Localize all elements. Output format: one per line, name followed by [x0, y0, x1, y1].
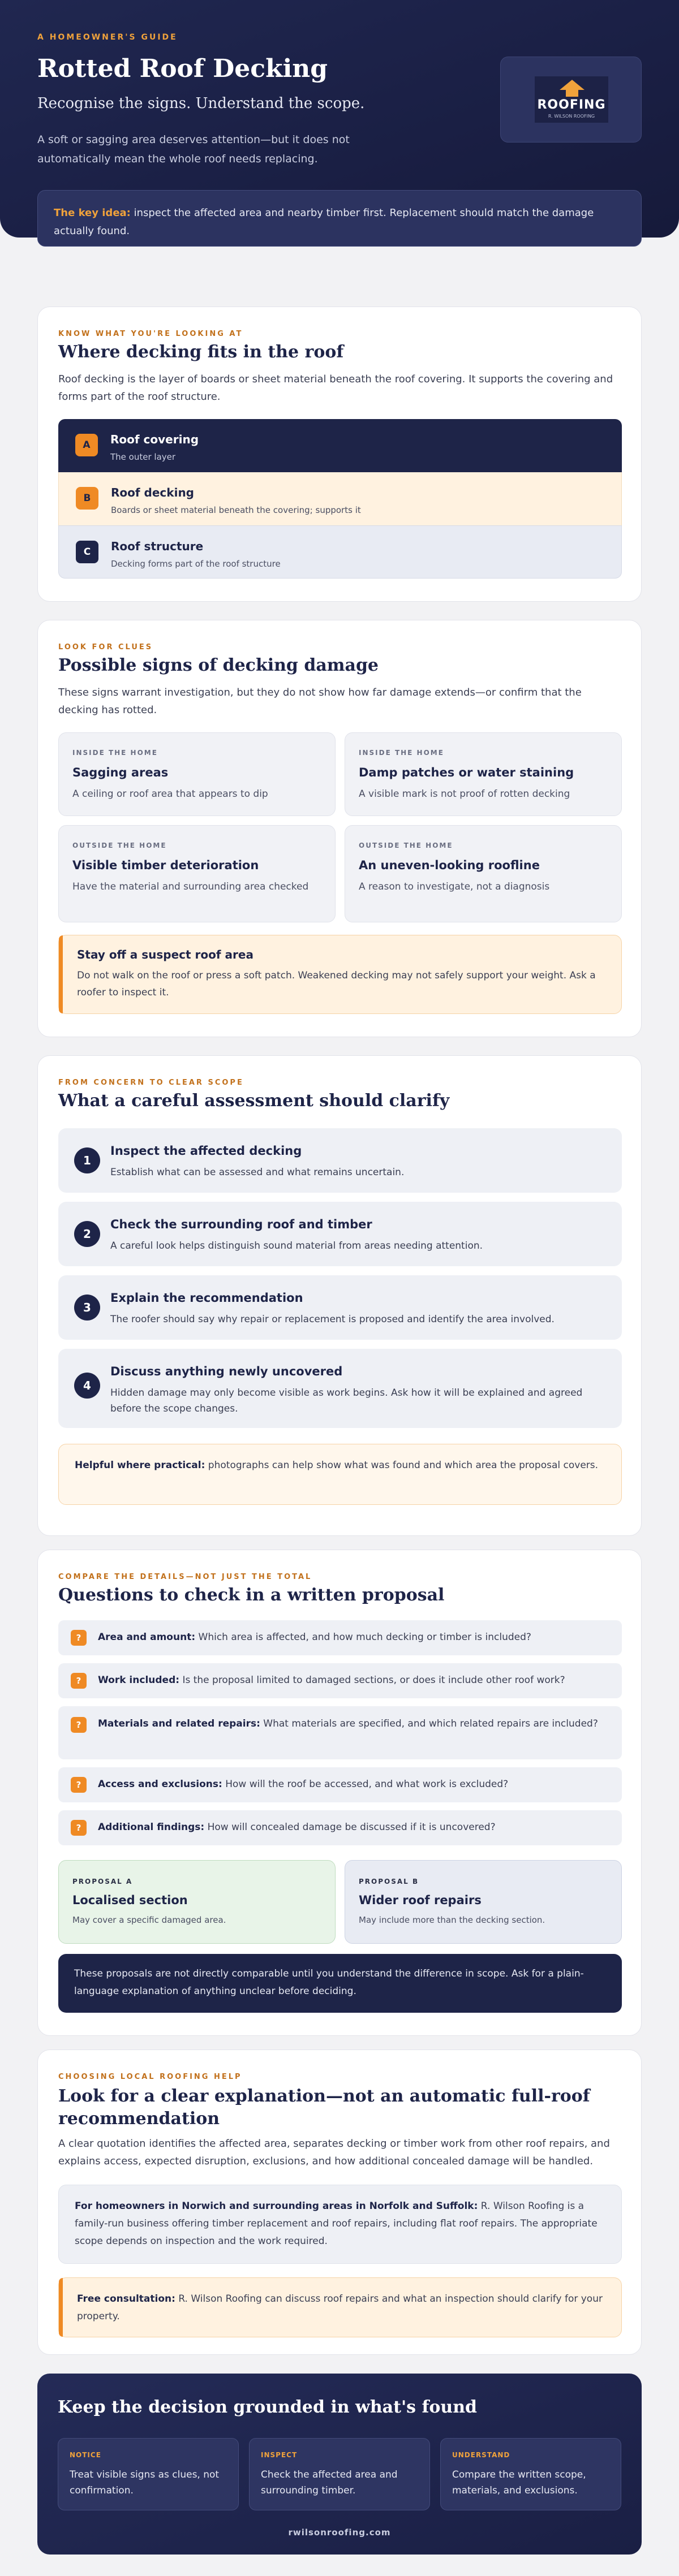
sign-desc: Have the material and surrounding area checked	[72, 881, 309, 892]
safety-warning	[58, 935, 622, 1014]
sign-title: An uneven-looking roofline	[359, 858, 540, 872]
section-lede: Roof decking is the layer of boards or sheet material beneath the roof covering. It supports the covering and forms part of the roof structure.	[58, 373, 613, 403]
question-body: Is the proposal limited to damaged sections, or does it include other roof work?	[179, 1675, 565, 1686]
page-title: Rotted Roof Decking	[37, 54, 328, 83]
question-text	[98, 1672, 607, 1689]
section-eyebrow: COMPARE THE DETAILS—NOT JUST THE TOTAL	[58, 1573, 312, 1581]
assessment-step	[58, 1128, 622, 1193]
layer-roof-covering	[58, 419, 622, 472]
section-eyebrow: KNOW WHAT YOU'RE LOOKING AT	[58, 330, 243, 338]
damage-signs-section	[37, 620, 642, 1037]
question-icon: ?	[71, 1673, 87, 1689]
assessment-section	[37, 1055, 642, 1536]
question-text	[98, 1629, 607, 1646]
logo-tagline: R. WILSON ROOFING	[548, 114, 595, 119]
layer-badge: A	[75, 434, 98, 456]
step-number: 4	[74, 1373, 100, 1399]
step-number: 2	[74, 1221, 100, 1247]
question-label: Area and amount:	[98, 1632, 196, 1643]
question-body: How will concealed damage be discussed if it is uncovered?	[204, 1822, 496, 1833]
layer-roof-structure	[58, 525, 622, 579]
proposal-b-card	[345, 1860, 622, 1944]
layer-desc: Decking forms part of the roof structure	[111, 559, 281, 569]
tip-label: Helpful where practical:	[75, 1460, 205, 1471]
sign-desc: A ceiling or roof area that appears to dip	[72, 788, 268, 800]
layer-desc: The outer layer	[110, 452, 176, 462]
step-number: 1	[74, 1147, 100, 1173]
step-desc: Establish what can be assessed and what remains uncertain.	[110, 1167, 405, 1178]
step-desc: A careful look helps distinguish sound material from areas needing attention.	[110, 1240, 483, 1252]
layer-badge: B	[76, 487, 98, 510]
section-title: Questions to check in a written proposal	[58, 1585, 445, 1605]
consultation-text	[77, 2290, 603, 2325]
sign-title: Damp patches or water staining	[359, 766, 574, 779]
tile-text: Check the affected area and surrounding timber.	[261, 2469, 398, 2496]
consultation-label: Free consultation:	[77, 2293, 175, 2305]
tile-kicker: INSPECT	[261, 2451, 298, 2459]
step-desc: Hidden damage may only become visible as work begins. Ask how it will be explained and agreed before the scope changes.	[110, 1387, 583, 1414]
logo-mark	[535, 76, 608, 123]
consultation-callout	[58, 2277, 622, 2337]
question-label: Materials and related repairs:	[98, 1718, 260, 1729]
warning-title: Stay off a suspect roof area	[77, 948, 253, 961]
proposal-title: Wider roof repairs	[359, 1893, 482, 1907]
warning-text: Do not walk on the roof or press a soft patch. Weakened decking may not safely support your weight. Ask a roofer to inspect it.	[77, 970, 596, 998]
question-text	[98, 1776, 607, 1793]
assessment-step	[58, 1202, 622, 1266]
proposal-question	[58, 1706, 622, 1759]
footer-title: Keep the decision grounded in what's found	[58, 2397, 478, 2417]
question-label: Additional findings:	[98, 1822, 205, 1833]
sign-card	[58, 732, 336, 816]
step-title: Check the surrounding roof and timber	[110, 1218, 372, 1231]
summary-tile-notice	[58, 2438, 239, 2510]
section-eyebrow: FROM CONCERN TO CLEAR SCOPE	[58, 1078, 244, 1087]
proposal-desc: May cover a specific damaged area.	[72, 1915, 226, 1925]
section-lede: A clear quotation identifies the affected area, separates decking or timber work from other roof repairs, and explains access, expected disruption, exclusions, and how additional concealed damage will be handled.	[58, 2138, 610, 2167]
local-homeowners-text	[75, 2198, 607, 2250]
question-body: Which area is affected, and how much decking or timber is included?	[195, 1632, 531, 1643]
assessment-step	[58, 1275, 622, 1340]
layer-roof-decking	[58, 472, 622, 525]
layer-badge: C	[76, 541, 98, 563]
website-link[interactable]: rwilsonroofing.com	[288, 2527, 391, 2538]
proposal-question	[58, 1663, 622, 1698]
proposal-section	[37, 1550, 642, 2036]
proposal-a-card	[58, 1860, 336, 1944]
question-icon: ?	[71, 1820, 87, 1836]
tile-text: Treat visible signs as clues, not confirmation.	[70, 2469, 220, 2496]
key-idea-text: inspect the affected area and nearby timber first. Replacement should match the damage actually found.	[54, 207, 594, 237]
local-homeowners-box	[58, 2185, 622, 2264]
layer-title: Roof covering	[110, 433, 199, 446]
section-title: Where decking fits in the roof	[58, 342, 344, 362]
sign-title: Sagging areas	[72, 766, 169, 779]
page-subtitle: Recognise the signs. Understand the scope.	[37, 95, 365, 112]
proposal-question	[58, 1767, 622, 1802]
question-text	[98, 1716, 607, 1732]
tile-kicker: UNDERSTAND	[452, 2451, 510, 2459]
sign-kicker: OUTSIDE THE HOME	[359, 842, 453, 849]
section-title: Look for a clear explanation—not an automatic full-roof recommendation	[58, 2086, 590, 2129]
section-title: What a careful assessment should clarify	[58, 1091, 450, 1111]
key-idea-callout	[37, 190, 642, 247]
question-icon: ?	[71, 1777, 87, 1793]
sign-card	[58, 825, 336, 922]
tip-body: photographs can help show what was found and which area the proposal covers.	[205, 1460, 599, 1471]
callout-accent-bar	[59, 2278, 63, 2337]
question-icon: ?	[71, 1717, 87, 1733]
step-title: Explain the recommendation	[110, 1291, 303, 1305]
tip-text	[75, 1457, 601, 1474]
summary-tile-understand	[440, 2438, 621, 2510]
logo-wordmark: ROOFING	[537, 98, 606, 112]
proposal-question	[58, 1810, 622, 1845]
local-homeowners-label: For homeowners in Norwich and surrounding areas in Norfolk and Suffolk:	[75, 2200, 478, 2212]
question-body: What materials are specified, and which related repairs are included?	[260, 1718, 598, 1729]
tile-kicker: NOTICE	[70, 2451, 101, 2459]
proposal-kicker: PROPOSAL A	[72, 1878, 133, 1885]
sign-desc: A visible mark is not proof of rotten decking	[359, 788, 570, 800]
key-idea-label: The key idea:	[54, 207, 131, 219]
roof-layers-section	[37, 307, 642, 602]
sign-card	[345, 732, 622, 816]
layer-title: Roof decking	[111, 486, 194, 499]
local-help-section	[37, 2049, 642, 2355]
question-text	[98, 1819, 607, 1836]
house-body-icon	[566, 89, 578, 97]
comparison-note: These proposals are not directly comparable until you understand the difference in scope. Ask for a plain-language explanation of anything unclear before deciding.	[58, 1954, 622, 2013]
sign-kicker: INSIDE THE HOME	[72, 749, 158, 757]
sign-title: Visible timber deterioration	[72, 858, 259, 872]
question-icon: ?	[71, 1630, 87, 1646]
step-number: 3	[74, 1295, 100, 1321]
step-desc: The roofer should say why repair or replacement is proposed and identify the area involved.	[110, 1314, 555, 1325]
brand-logo	[500, 57, 642, 143]
section-lede: These signs warrant investigation, but they do not show how far damage extends—or confirm that the decking has rotted.	[58, 687, 582, 716]
layer-desc: Boards or sheet material beneath the covering; supports it	[111, 505, 361, 515]
proposal-question	[58, 1620, 622, 1655]
question-label: Work included:	[98, 1675, 180, 1686]
consultation-body: R. Wilson Roofing can discuss roof repairs and what an inspection should clarify for your property.	[77, 2293, 603, 2322]
layer-title: Roof structure	[111, 540, 204, 553]
proposal-kicker: PROPOSAL B	[359, 1878, 419, 1885]
section-eyebrow: CHOOSING LOCAL ROOFING HELP	[58, 2073, 242, 2081]
sign-desc: A reason to investigate, not a diagnosis	[359, 881, 550, 892]
photo-tip	[58, 1444, 622, 1505]
step-title: Discuss anything newly uncovered	[110, 1365, 343, 1378]
sign-kicker: OUTSIDE THE HOME	[72, 842, 167, 849]
summary-footer	[37, 2374, 642, 2555]
proposal-title: Localised section	[72, 1893, 188, 1907]
warning-accent-bar	[59, 935, 63, 1013]
summary-tile-inspect	[249, 2438, 430, 2510]
hero-eyebrow: A HOMEOWNER'S GUIDE	[37, 33, 178, 42]
tile-text: Compare the written scope, materials, and exclusions.	[452, 2469, 586, 2496]
sign-card	[345, 825, 622, 922]
sign-kicker: INSIDE THE HOME	[359, 749, 444, 757]
assessment-step	[58, 1349, 622, 1428]
question-label: Access and exclusions:	[98, 1779, 222, 1790]
section-title: Possible signs of decking damage	[58, 655, 379, 675]
question-body: How will the roof be accessed, and what work is excluded?	[222, 1779, 509, 1790]
step-title: Inspect the affected decking	[110, 1144, 302, 1158]
section-eyebrow: LOOK FOR CLUES	[58, 643, 153, 651]
local-homeowners-body: R. Wilson Roofing is a family-run business offering timber replacement and roof repairs, including flat roof repairs. The appropriate scope depends on inspection and the work required.	[75, 2200, 598, 2247]
hero-intro: A soft or sagging area deserves attention—but it does not automatically mean the whole roof needs replacing.	[37, 133, 350, 165]
proposal-desc: May include more than the decking section.	[359, 1915, 545, 1925]
